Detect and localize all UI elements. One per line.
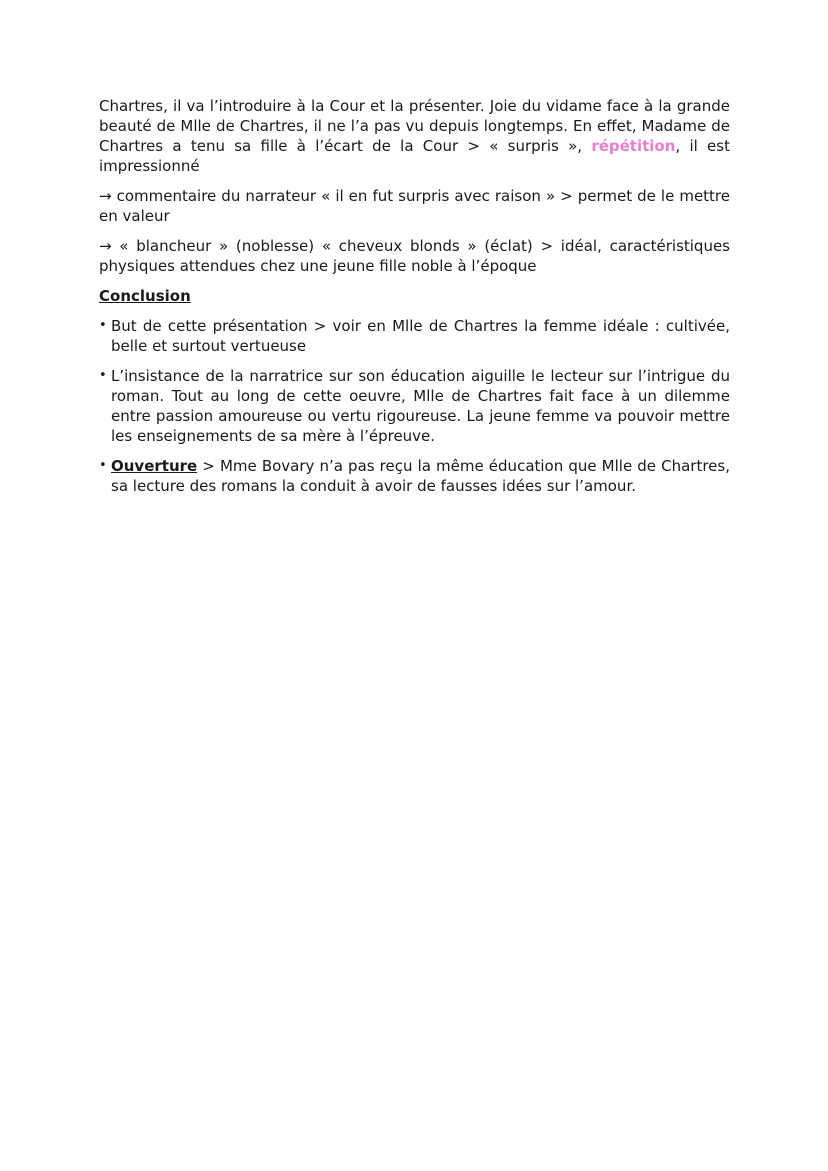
- list-item: [99, 316, 730, 356]
- paragraph-intro: [99, 96, 730, 176]
- document-page: [99, 96, 730, 506]
- list-item: [99, 456, 730, 496]
- bullet-dot: •: [99, 458, 107, 473]
- bullet-dot: •: [99, 318, 107, 333]
- conclusion-list: [99, 316, 730, 496]
- bullet-text-education: L’insistance de la narratrice sur son éducation aiguille le lecteur sur l’intrigue du roman. Tout au long de cette oeuvre, Mlle de Chartres fait face à un dilemme entre passion amoureuse ou vertu rigoureuse. La jeune femme va pouvoir mettre les enseignements de sa mère à l’épreuve.: [111, 367, 730, 445]
- paragraph-physical-traits: → « blancheur » (noblesse) « cheveux blonds » (éclat) > idéal, caractéristiques physiques attendues chez une jeune fille noble à l’époque: [99, 237, 730, 275]
- bullet-text-presentation: But de cette présentation > voir en Mlle de Chartres la femme idéale : cultivée, belle et surtout vertueuse: [111, 317, 730, 355]
- list-item: [99, 366, 730, 446]
- paragraph-intro-end: , il est impressionné: [99, 137, 730, 175]
- paragraph-intro-text: Chartres, il va l’introduire à la Cour et la présenter. Joie du vidame face à la grande beauté de Mlle de Chartres, il ne l’a pas vu depuis longtemps. En effet, Madame de Chartres a tenu sa fille à l’écart de la Cour > « surpris »,: [99, 97, 730, 155]
- conclusion-heading: Conclusion: [99, 287, 191, 305]
- highlight-repetition: répétition: [591, 137, 676, 155]
- bullet-dot: •: [99, 368, 107, 383]
- bullet-text-ouverture: > Mme Bovary n’a pas reçu la même éducation que Mlle de Chartres, sa lecture des romans la conduit à avoir de fausses idées sur l’amour.: [111, 457, 730, 495]
- ouverture-label: Ouverture: [111, 457, 198, 475]
- paragraph-narrator-comment: → commentaire du narrateur « il en fut surpris avec raison » > permet de le mettre en valeur: [99, 187, 730, 225]
